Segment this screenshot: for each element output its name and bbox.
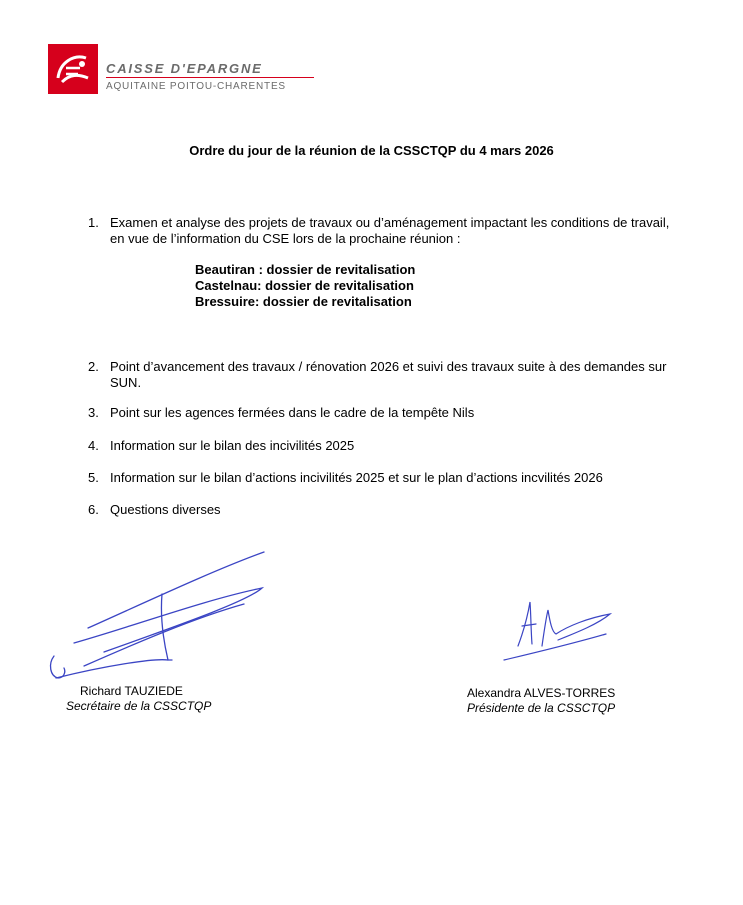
agenda-text: Point sur les agences fermées dans le cadre de la tempête Nils	[110, 405, 475, 420]
agenda-number: 3.	[88, 405, 99, 420]
site-item-beautiran: Beautiran : dossier de revitalisation	[195, 262, 416, 277]
signer-secretary	[80, 684, 183, 699]
agenda-text: Information sur le bilan d’actions incivilités 2025 et sur le plan d’actions incvilités 2026	[110, 470, 603, 485]
agenda-number: 2.	[88, 359, 99, 374]
agenda-text: Examen et analyse des projets de travaux ou d’aménagement impactant les conditions de travail, en vue de l’information du CSE lors de la prochaine réunion :	[110, 215, 670, 246]
agenda-text: Questions diverses	[110, 502, 221, 517]
squirrel-logo-icon	[48, 44, 98, 94]
signature-secretary	[44, 548, 274, 693]
site-list	[195, 262, 415, 310]
document-title: Ordre du jour de la réunion de la CSSCTQP du 4 mars 2026	[189, 143, 554, 158]
company-logo	[48, 44, 308, 96]
agenda-number: 4.	[88, 438, 99, 453]
brand-name: CAISSE D'EPARGNE	[106, 61, 263, 76]
signer-name: Richard TAUZIEDE	[80, 684, 183, 698]
agenda-number: 6.	[88, 502, 99, 517]
signer-president	[467, 686, 615, 716]
signer-secretary-role	[66, 699, 211, 714]
agenda-number: 5.	[88, 470, 99, 485]
site-item-castelnau: Castelnau: dossier de revitalisation	[195, 278, 414, 293]
brand-region: AQUITAINE POITOU-CHARENTES	[106, 81, 286, 92]
site-item-bressuire: Bressuire: dossier de revitalisation	[195, 294, 412, 309]
brand-underline	[106, 77, 314, 78]
signer-role: Secrétaire de la CSSCTQP	[66, 699, 212, 713]
agenda-number: 1.	[88, 215, 99, 230]
signer-name: Alexandra ALVES-TORRES	[467, 686, 616, 700]
agenda-text: Information sur le bilan des incivilités 2025	[110, 438, 355, 453]
signer-role: Présidente de la CSSCTQP	[467, 701, 616, 715]
agenda-text: Point d’avancement des travaux / rénovation 2026 et suivi des travaux suite à des demandes sur SUN.	[110, 359, 667, 390]
signature-president	[498, 596, 618, 667]
